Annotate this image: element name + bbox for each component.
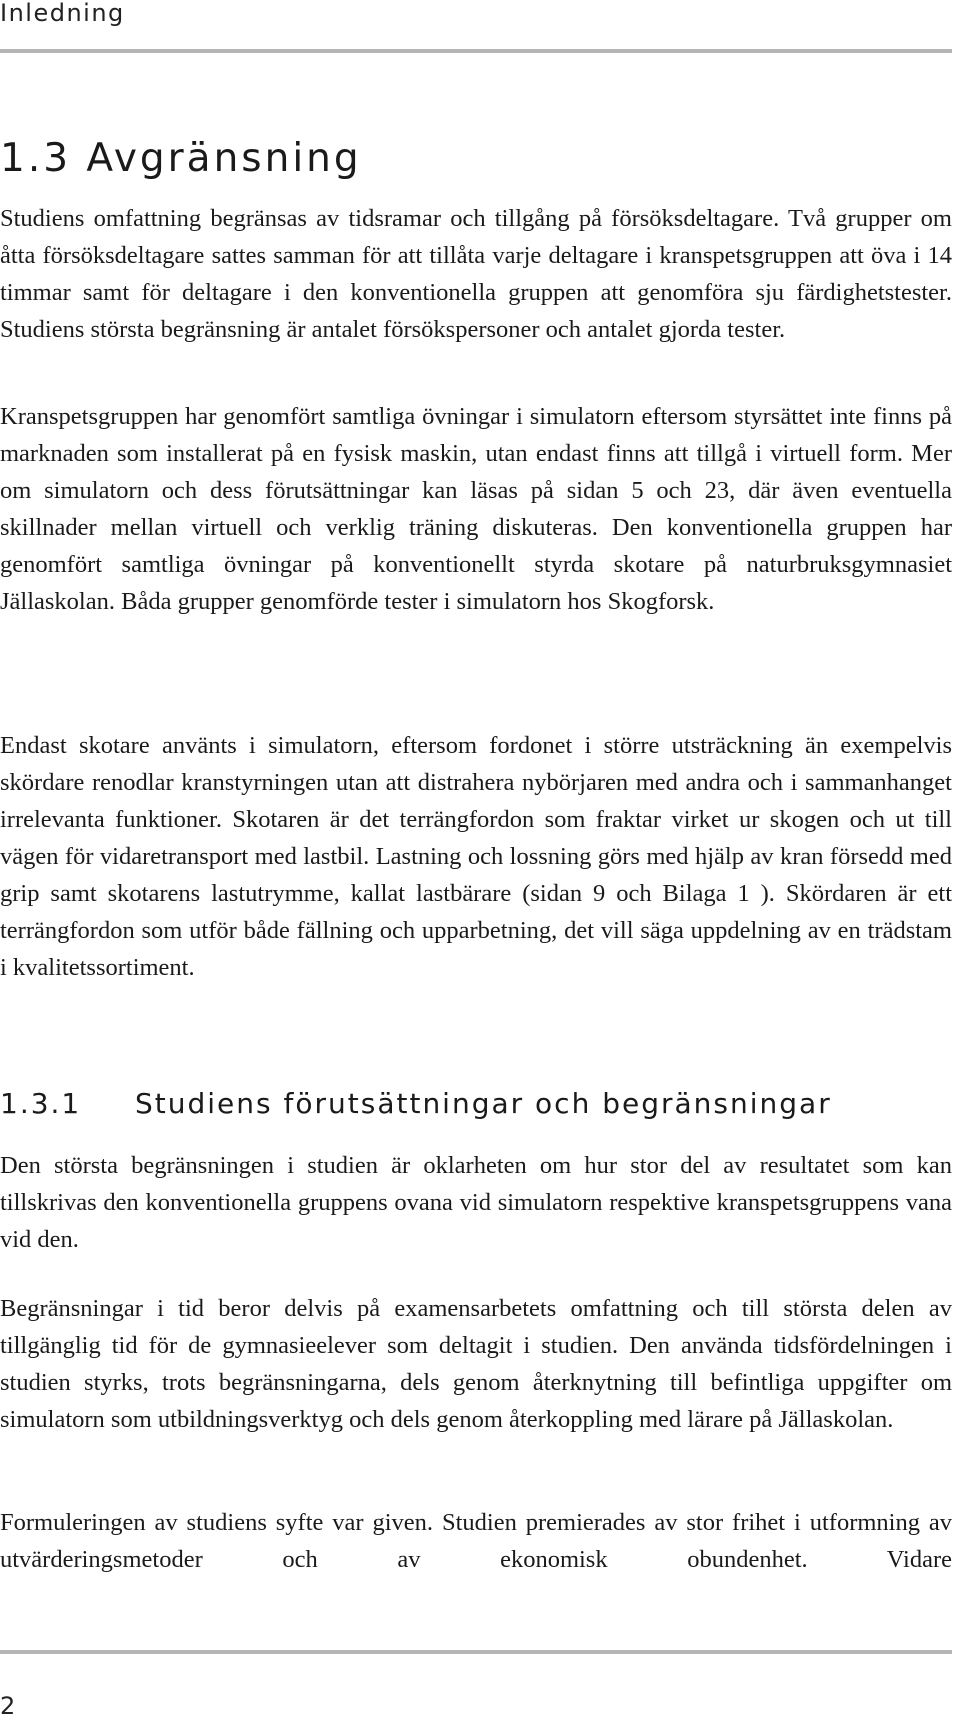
footer-divider (0, 1650, 952, 1654)
subsection-heading (0, 1084, 832, 1124)
section-paragraph-2: Kranspetsgruppen har genomfört samtliga övningar i simulatorn eftersom styrsättet inte finns på marknaden som installerat på en fysisk maskin, utan endast finns att tillgå i virtuell form. Mer om simulatorn och dess förutsättningar kan läsas på sidan 5 och 23, där även eventuella skillnader mellan virtuell och verklig träning diskuteras. Den konventionella gruppen har genomfört samtliga övningar på konventionellt styrda skotare på naturbruksgymnasiet Jällaskolan. Båda grupper genomförde tester i simulatorn hos Skogforsk. (0, 403, 952, 615)
subsection-number: 1.3.1 (0, 1087, 82, 1120)
running-header: Inledning (0, 0, 125, 27)
section-paragraph-1: Studiens omfattning begränsas av tidsramar och tillgång på försöksdeltagare. Två grupper om åtta försöksdeltagare sattes samman för att tillåta varje deltagare i kranspetsgruppen att öva i 14 timmar samt för deltagare i den konventionella gruppen att genomföra sju färdighetstester. Studiens största begränsning är antalet försökspersoner och antalet gjorda tester. (0, 205, 952, 343)
subsection-title: Studiens förutsättningar och begränsningar (135, 1087, 832, 1120)
subsection-paragraph-1: Den största begränsningen i studien är oklarheten om hur stor del av resultatet som kan tillskrivas den konventionella gruppens ovana vid simulatorn respektive kranspetsgruppens vana vid den. (0, 1152, 952, 1253)
subsection-paragraph-2: Begränsningar i tid beror delvis på examensarbetets omfattning och till största delen av tillgänglig tid för de gymnasieelever som deltagit i studien. Den använda tidsfördelningen i studien styrks, trots begränsningarna, dels genom återknytning till befintliga uppgifter om simulatorn som utbildningsverktyg och dels genom återkoppling med lärare på Jällaskolan. (0, 1295, 952, 1433)
section-heading: 1.3 Avgränsning (0, 136, 362, 181)
header-divider (0, 49, 952, 53)
section-paragraph-3: Endast skotare använts i simulatorn, eftersom fordonet i större utsträckning än exempelvis skördare renodlar kranstyrningen utan att distrahera nybörjaren med andra och i sammanhanget irrelevanta funktioner. Skotaren är det terrängfordon som fraktar virket ur skogen och ut till vägen för vidaretransport med lastbil. Lastning och lossning görs med hjälp av kran försedd med grip samt skotarens lastutrymme, kallat lastbärare (sidan 9 och Bilaga 1 ). Skördaren är ett terrängfordon som utför både fällning och upparbetning, det vill säga uppdelning av en trädstam i kvalitetssortiment. (0, 732, 952, 981)
page-number: 2 (0, 1692, 16, 1720)
subsection-paragraph-3: Formuleringen av studiens syfte var given. Studien premierades av stor frihet i utformning av utvärderingsmetoder och av ekonomisk obundenhet. Vidare (0, 1509, 952, 1573)
